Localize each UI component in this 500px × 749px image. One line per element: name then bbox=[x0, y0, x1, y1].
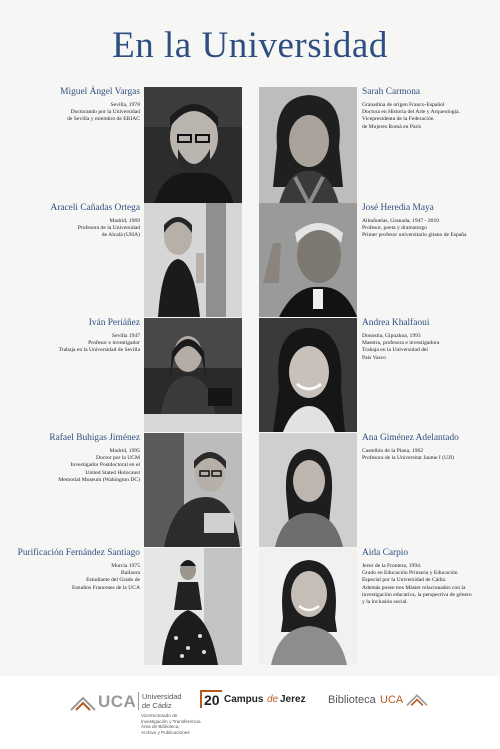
person-name: Purificación Fernández Santiago bbox=[17, 548, 140, 558]
person-name: Rafael Buhigas Jiménez bbox=[49, 433, 140, 443]
person-entry-khalfaoui bbox=[362, 317, 496, 362]
person-details: Madrid, 1995 Doctor por la UCM Investigador Postdoctoral en el United Stated Holocaust Memorial Museum (Wahington DC) bbox=[58, 448, 140, 483]
person-entry-carmona bbox=[362, 86, 496, 131]
portrait-photo-carpio bbox=[259, 548, 357, 665]
campus-label: Campus bbox=[224, 694, 264, 705]
person-entry-carpio bbox=[362, 547, 496, 606]
portrait-photo-heredia bbox=[259, 203, 357, 317]
biblioteca-uca-logo bbox=[328, 690, 448, 720]
portrait-photo-carmona bbox=[259, 87, 357, 204]
uca-emblem-icon bbox=[406, 692, 428, 707]
person-details: Madrid, 1969 Profesora de la Universidad de Alcalá (UHA) bbox=[77, 218, 140, 239]
footer-logos bbox=[0, 676, 500, 749]
page-title: En la Universidad bbox=[112, 25, 388, 66]
uca-logo bbox=[70, 686, 210, 746]
person-name: Ana Giménez Adelantado bbox=[362, 433, 459, 443]
uca-unit-name: Vicerrectorado de Investigación y Transferencia Área de Biblioteca, Archivo y Publicaciones bbox=[141, 713, 201, 735]
person-details: Murcia 1975 Bailaora Estudiante del Grado de Estudios Franceses de la UCA bbox=[71, 563, 140, 591]
person-entry-gimenez bbox=[362, 432, 496, 462]
person-details: Granadina de origen Franco-Español Doctora en Historia del Arte y Arqueología. Vicepresidenta de la Federación de Mujeres Romá en París bbox=[362, 102, 461, 130]
person-entry-perianez bbox=[14, 317, 140, 355]
uca-emblem-icon bbox=[70, 694, 96, 712]
person-name: Andrea Khalfaoui bbox=[362, 318, 430, 328]
person-name: José Heredia Maya bbox=[362, 203, 434, 213]
uca-university-name: Universidad de Cádiz bbox=[138, 692, 182, 710]
person-details: Jerez de la Frontera, 1994. Grado en Educación Primaria y Educación Especial por la Universidad de Cádiz. Además posee tres Máster relacionados con la investigación educativa, la perspectiva de género y la inclusión social. bbox=[362, 563, 472, 606]
portrait-photo-vargas bbox=[144, 87, 242, 204]
person-details: Sevilla, 1978 Doctorando por la Universidad de Sevilla y miembro de ERIAC bbox=[67, 102, 140, 123]
person-name: Aida Carpio bbox=[362, 548, 409, 558]
portrait-photo-canadas bbox=[144, 203, 242, 317]
person-details: Sevilla 1947 Profesor e investigador Trabaja en la Universidad de Sevilla bbox=[58, 333, 140, 354]
portrait-photo-gimenez bbox=[259, 433, 357, 547]
uca-logo-text: UCA bbox=[98, 692, 137, 711]
campus-de-label: de bbox=[267, 694, 279, 705]
portrait-photo-buhigas bbox=[144, 433, 242, 547]
person-name: Araceli Cañadas Ortega bbox=[50, 203, 140, 213]
person-entry-buhigas bbox=[14, 432, 140, 484]
person-details: Castellón de la Plana, 1962 Profesora de la Universitat Jaume I (UJI) bbox=[362, 448, 454, 462]
person-entry-canadas bbox=[14, 202, 140, 240]
person-name: Sarah Carmona bbox=[362, 87, 421, 97]
person-entry-vargas bbox=[14, 86, 140, 124]
campus-de-jerez-logo bbox=[200, 686, 310, 726]
person-details: Albuñuelas, Granada, 1947 - 2010 Profesor, poeta y dramaturgo Primer profesor universitario gitano de España bbox=[362, 218, 467, 239]
person-details: Donostia, Gipuzkoa, 1993 Maestra, profesora e investigadora Trabaja en la Universidad del País Vasco bbox=[362, 333, 440, 361]
biblioteca-uca-label: UCA bbox=[380, 694, 404, 706]
portrait-photo-khalfaoui bbox=[259, 318, 357, 432]
campus-city-label: Jerez bbox=[280, 694, 306, 705]
person-name: Iván Periáñez bbox=[88, 318, 140, 328]
portrait-photo-perianez bbox=[144, 318, 242, 432]
biblioteca-label: Biblioteca bbox=[328, 694, 376, 706]
person-name: Miguel Ángel Vargas bbox=[60, 87, 140, 97]
person-entry-fernandez bbox=[14, 547, 140, 592]
person-entry-heredia bbox=[362, 202, 496, 240]
campus-anniversary-badge: 20 bbox=[200, 690, 222, 708]
portrait-photo-fernandez bbox=[144, 548, 242, 665]
